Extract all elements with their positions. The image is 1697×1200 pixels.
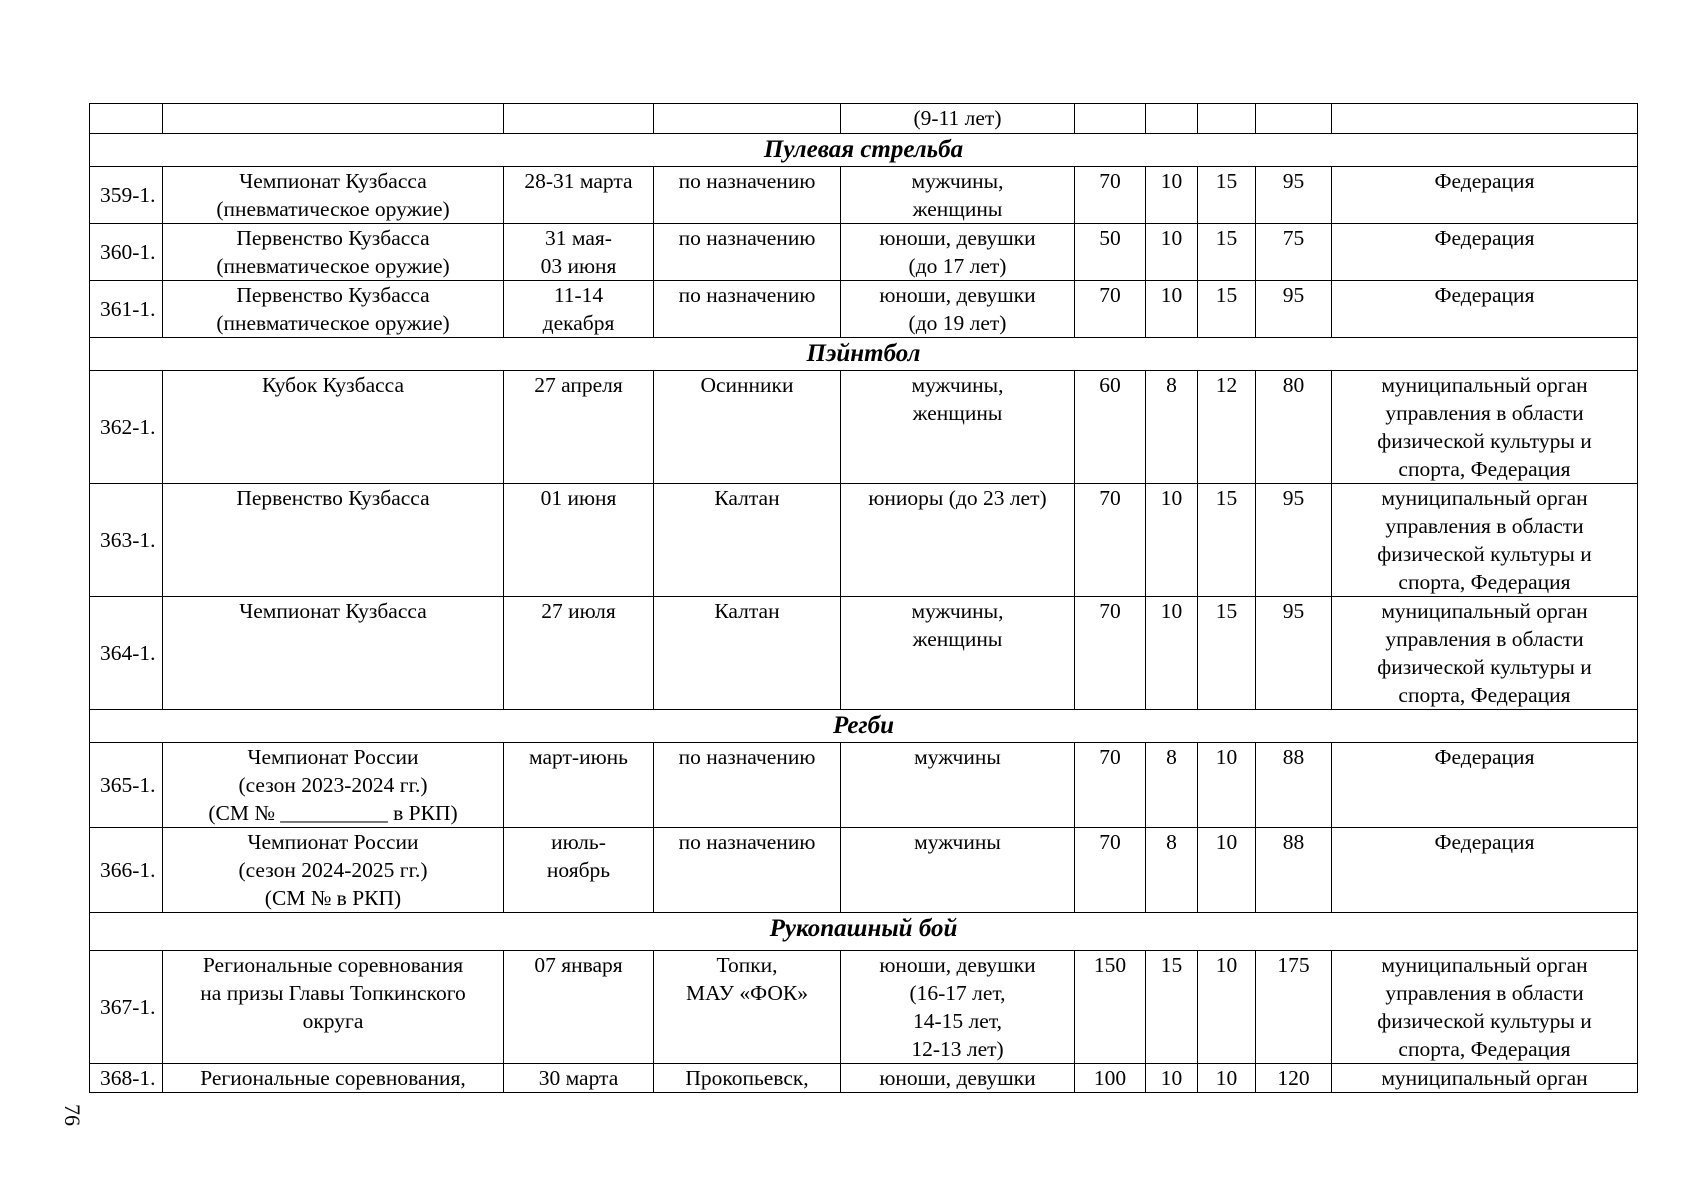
participants-line: мужчины, xyxy=(911,373,1004,397)
participants-cell xyxy=(841,828,1075,913)
table-row xyxy=(90,951,1638,1064)
venue-cell xyxy=(654,167,841,224)
participants-cell xyxy=(841,224,1075,281)
participants-line: юноши, девушки xyxy=(879,283,1036,307)
row-number-cell: 362-1. xyxy=(90,371,163,484)
venue-cell xyxy=(654,743,841,828)
count-c-cell: 15 xyxy=(1198,224,1256,281)
count-b-cell xyxy=(1146,104,1198,134)
event-name-line: (сезон 2024-2025 гг.) xyxy=(238,858,428,882)
event-name-line: Чемпионат России xyxy=(247,830,419,854)
venue-cell xyxy=(654,951,841,1064)
organizer-line: спорта, Федерация xyxy=(1398,457,1571,481)
organizer-line: управления в области xyxy=(1385,981,1584,1005)
count-a-cell: 60 xyxy=(1075,371,1146,484)
event-name-line: (сезон 2023-2024 гг.) xyxy=(238,773,428,797)
total-cell: 95 xyxy=(1256,281,1332,338)
count-c-cell: 10 xyxy=(1198,1064,1256,1093)
participants-line: женщины xyxy=(912,627,1003,651)
table-row xyxy=(90,597,1638,710)
event-name-line: на призы Главы Топкинского xyxy=(200,981,466,1005)
date-cell xyxy=(504,828,654,913)
organizer-cell xyxy=(1332,104,1638,134)
row-number-cell: 361-1. xyxy=(90,281,163,338)
venue-line: по назначению xyxy=(678,169,816,193)
event-name-cell xyxy=(163,951,504,1064)
venue-cell xyxy=(654,224,841,281)
count-b-cell: 8 xyxy=(1146,743,1198,828)
section-title: Регби xyxy=(90,710,1638,743)
organizer-cell xyxy=(1332,484,1638,597)
event-name-line: Первенство Кузбасса xyxy=(236,283,430,307)
row-number-cell: 368-1. xyxy=(90,1064,163,1093)
venue-cell xyxy=(654,1064,841,1093)
event-name-cell xyxy=(163,104,504,134)
count-a-cell: 70 xyxy=(1075,281,1146,338)
participants-line: мужчины, xyxy=(911,599,1004,623)
event-name-line: Чемпионат России xyxy=(247,745,419,769)
organizer-cell xyxy=(1332,951,1638,1064)
section-header-row xyxy=(90,710,1638,743)
participants-cell xyxy=(841,597,1075,710)
count-c-cell xyxy=(1198,104,1256,134)
date-cell xyxy=(504,371,654,484)
organizer-cell xyxy=(1332,371,1638,484)
organizer-line: спорта, Федерация xyxy=(1398,570,1571,594)
organizer-line: Федерация xyxy=(1434,226,1535,250)
organizer-line: управления в области xyxy=(1385,401,1584,425)
organizer-line: муниципальный орган xyxy=(1381,373,1588,397)
organizer-line: физической культуры и xyxy=(1377,655,1592,679)
organizer-cell xyxy=(1332,167,1638,224)
table-row xyxy=(90,1064,1638,1093)
event-name-cell xyxy=(163,224,504,281)
date-line: 28-31 марта xyxy=(524,169,633,193)
page-number: 76 xyxy=(60,1104,85,1126)
section-title: Пэйнтбол xyxy=(90,338,1638,371)
participants-line: мужчины, xyxy=(911,169,1004,193)
participants-line: женщины xyxy=(912,401,1003,425)
organizer-line: муниципальный орган xyxy=(1381,1066,1588,1090)
organizer-line: спорта, Федерация xyxy=(1398,683,1571,707)
section-header-row xyxy=(90,913,1638,951)
event-name-line: (СМ № __________ в РКП) xyxy=(208,801,458,825)
participants-line: 12-13 лет) xyxy=(911,1037,1004,1061)
count-c-cell: 10 xyxy=(1198,743,1256,828)
venue-line: Топки, xyxy=(716,953,778,977)
row-number-cell: 366-1. xyxy=(90,828,163,913)
date-line: 31 мая- xyxy=(545,226,612,250)
event-name-line: (пневматическое оружие) xyxy=(216,197,450,221)
section-title: Рукопашный бой xyxy=(90,913,1638,951)
date-cell xyxy=(504,1064,654,1093)
participants-line: юниоры (до 23 лет) xyxy=(868,486,1047,510)
total-cell: 88 xyxy=(1256,828,1332,913)
event-name-cell xyxy=(163,167,504,224)
table-row xyxy=(90,104,1638,134)
participants-line: (9-11 лет) xyxy=(913,106,1002,130)
organizer-line: муниципальный орган xyxy=(1381,953,1588,977)
venue-line: по назначению xyxy=(678,745,816,769)
count-b-cell: 10 xyxy=(1146,224,1198,281)
organizer-line: Федерация xyxy=(1434,283,1535,307)
event-name-line: Первенство Кузбасса xyxy=(236,486,430,510)
row-number-cell: 359-1. xyxy=(90,167,163,224)
count-a-cell: 70 xyxy=(1075,743,1146,828)
section-header-row xyxy=(90,338,1638,371)
count-a-cell: 70 xyxy=(1075,597,1146,710)
participants-line: (16-17 лет, xyxy=(909,981,1006,1005)
organizer-line: физической культуры и xyxy=(1377,429,1592,453)
table-row xyxy=(90,281,1638,338)
venue-cell xyxy=(654,104,841,134)
total-cell: 95 xyxy=(1256,167,1332,224)
event-name-cell xyxy=(163,484,504,597)
count-b-cell: 10 xyxy=(1146,597,1198,710)
total-cell: 80 xyxy=(1256,371,1332,484)
organizer-line: Федерация xyxy=(1434,745,1535,769)
date-line: 27 апреля xyxy=(534,373,623,397)
event-name-line: округа xyxy=(302,1009,364,1033)
date-cell xyxy=(504,224,654,281)
table-row xyxy=(90,743,1638,828)
total-cell: 95 xyxy=(1256,484,1332,597)
venue-line: Прокопьевск, xyxy=(685,1066,809,1090)
event-name-cell xyxy=(163,281,504,338)
row-number-cell xyxy=(90,104,163,134)
venue-line: Калтан xyxy=(714,486,780,510)
date-cell xyxy=(504,104,654,134)
participants-cell xyxy=(841,743,1075,828)
organizer-line: Федерация xyxy=(1434,169,1535,193)
date-cell xyxy=(504,167,654,224)
count-b-cell: 15 xyxy=(1146,951,1198,1064)
count-b-cell: 8 xyxy=(1146,828,1198,913)
count-a-cell: 50 xyxy=(1075,224,1146,281)
organizer-cell xyxy=(1332,224,1638,281)
count-a-cell: 70 xyxy=(1075,167,1146,224)
event-name-line: Региональные соревнования xyxy=(202,953,464,977)
venue-line: Осинники xyxy=(700,373,794,397)
venue-cell xyxy=(654,597,841,710)
count-b-cell: 10 xyxy=(1146,167,1198,224)
venue-cell xyxy=(654,281,841,338)
date-line: июль- xyxy=(551,830,606,854)
date-cell xyxy=(504,743,654,828)
count-b-cell: 10 xyxy=(1146,484,1198,597)
organizer-line: Федерация xyxy=(1434,830,1535,854)
organizer-line: физической культуры и xyxy=(1377,1009,1592,1033)
participants-line: (до 17 лет) xyxy=(908,254,1007,278)
participants-line: юноши, девушки xyxy=(879,226,1036,250)
count-c-cell: 15 xyxy=(1198,167,1256,224)
count-c-cell: 10 xyxy=(1198,951,1256,1064)
venue-cell xyxy=(654,484,841,597)
date-cell xyxy=(504,951,654,1064)
participants-line: юноши, девушки xyxy=(879,1066,1036,1090)
row-number-cell: 363-1. xyxy=(90,484,163,597)
schedule-table xyxy=(89,103,1638,1093)
venue-cell xyxy=(654,371,841,484)
participants-cell xyxy=(841,104,1075,134)
date-cell xyxy=(504,484,654,597)
count-a-cell: 70 xyxy=(1075,484,1146,597)
date-line: 01 июня xyxy=(540,486,617,510)
row-number-cell: 365-1. xyxy=(90,743,163,828)
count-a-cell: 100 xyxy=(1075,1064,1146,1093)
participants-cell xyxy=(841,1064,1075,1093)
venue-cell xyxy=(654,828,841,913)
event-name-cell xyxy=(163,828,504,913)
total-cell: 120 xyxy=(1256,1064,1332,1093)
event-name-cell xyxy=(163,1064,504,1093)
participants-line: мужчины xyxy=(914,745,1001,769)
participants-line: 14-15 лет, xyxy=(913,1009,1002,1033)
participants-cell xyxy=(841,167,1075,224)
participants-line: (до 19 лет) xyxy=(908,311,1007,335)
table-row xyxy=(90,828,1638,913)
count-b-cell: 10 xyxy=(1146,1064,1198,1093)
organizer-line: управления в области xyxy=(1385,514,1584,538)
count-b-cell: 10 xyxy=(1146,281,1198,338)
date-line: 27 июля xyxy=(541,599,616,623)
date-line: 03 июня xyxy=(540,254,617,278)
organizer-line: физической культуры и xyxy=(1377,542,1592,566)
participants-cell xyxy=(841,484,1075,597)
count-b-cell: 8 xyxy=(1146,371,1198,484)
participants-line: женщины xyxy=(912,197,1003,221)
count-c-cell: 10 xyxy=(1198,828,1256,913)
count-c-cell: 12 xyxy=(1198,371,1256,484)
date-line: декабря xyxy=(542,311,615,335)
date-line: 07 января xyxy=(534,953,623,977)
total-cell: 175 xyxy=(1256,951,1332,1064)
organizer-cell xyxy=(1332,743,1638,828)
count-a-cell xyxy=(1075,104,1146,134)
organizer-cell xyxy=(1332,281,1638,338)
venue-line: по назначению xyxy=(678,226,816,250)
event-name-line: (пневматическое оружие) xyxy=(216,254,450,278)
organizer-line: управления в области xyxy=(1385,627,1584,651)
section-title: Пулевая стрельба xyxy=(90,134,1638,167)
participants-line: юноши, девушки xyxy=(879,953,1036,977)
date-line: 11-14 xyxy=(553,283,604,307)
total-cell: 95 xyxy=(1256,597,1332,710)
event-name-cell xyxy=(163,597,504,710)
participants-cell xyxy=(841,371,1075,484)
table-row xyxy=(90,224,1638,281)
row-number-cell: 360-1. xyxy=(90,224,163,281)
count-c-cell: 15 xyxy=(1198,281,1256,338)
organizer-line: муниципальный орган xyxy=(1381,486,1588,510)
participants-cell xyxy=(841,281,1075,338)
section-header-row xyxy=(90,134,1638,167)
total-cell: 88 xyxy=(1256,743,1332,828)
count-c-cell: 15 xyxy=(1198,484,1256,597)
date-line: 30 марта xyxy=(538,1066,619,1090)
date-line: март-июнь xyxy=(529,745,628,769)
date-line: ноябрь xyxy=(546,858,611,882)
count-a-cell: 150 xyxy=(1075,951,1146,1064)
date-cell xyxy=(504,281,654,338)
venue-line: по назначению xyxy=(678,283,816,307)
participants-line: мужчины xyxy=(914,830,1001,854)
total-cell: 75 xyxy=(1256,224,1332,281)
date-cell xyxy=(504,597,654,710)
venue-line: Калтан xyxy=(714,599,780,623)
organizer-line: муниципальный орган xyxy=(1381,599,1588,623)
row-number-cell: 367-1. xyxy=(90,951,163,1064)
table-row xyxy=(90,484,1638,597)
table-body xyxy=(90,104,1638,1093)
table-row xyxy=(90,167,1638,224)
total-cell xyxy=(1256,104,1332,134)
event-name-line: (пневматическое оружие) xyxy=(216,311,450,335)
event-name-cell xyxy=(163,743,504,828)
table-row xyxy=(90,371,1638,484)
row-number-cell: 364-1. xyxy=(90,597,163,710)
count-a-cell: 70 xyxy=(1075,828,1146,913)
event-name-cell xyxy=(163,371,504,484)
event-name-line: Первенство Кузбасса xyxy=(236,226,430,250)
venue-line: МАУ «ФОК» xyxy=(686,981,808,1005)
organizer-cell xyxy=(1332,1064,1638,1093)
organizer-line: спорта, Федерация xyxy=(1398,1037,1571,1061)
count-c-cell: 15 xyxy=(1198,597,1256,710)
participants-cell xyxy=(841,951,1075,1064)
event-name-line: Кубок Кузбасса xyxy=(261,373,405,397)
event-name-line: Региональные соревнования, xyxy=(200,1066,466,1090)
organizer-cell xyxy=(1332,597,1638,710)
event-name-line: (СМ № в РКП) xyxy=(264,886,402,910)
venue-line: по назначению xyxy=(678,830,816,854)
organizer-cell xyxy=(1332,828,1638,913)
event-name-line: Чемпионат Кузбасса xyxy=(239,599,427,623)
event-name-line: Чемпионат Кузбасса xyxy=(239,169,427,193)
